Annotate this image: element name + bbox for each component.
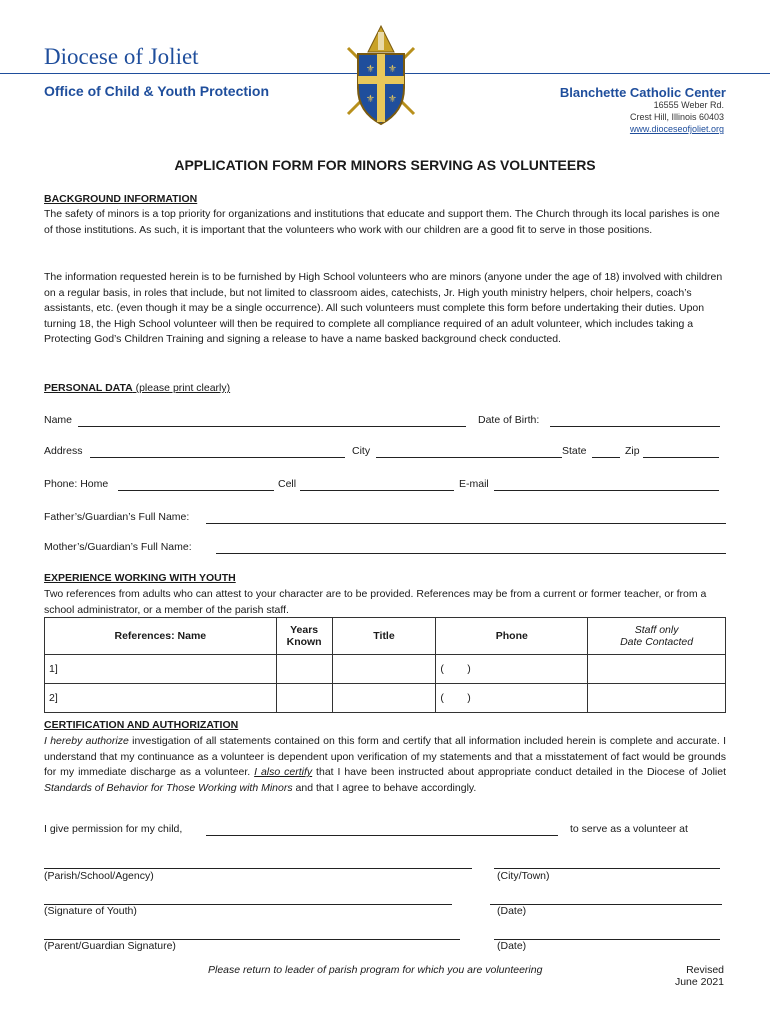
parish-label: (Parish/School/Agency): [44, 870, 154, 882]
svg-text:⚜: ⚜: [366, 94, 375, 105]
ref-2-name[interactable]: [45, 684, 277, 713]
city-town-line[interactable]: [494, 868, 720, 869]
cert-text-3: and that I agree to behave accordingly.: [292, 781, 477, 794]
revision-info: [675, 964, 724, 988]
address-line-1: 16555 Weber Rd.: [653, 100, 724, 110]
city-label: City: [352, 445, 371, 457]
address-label: Address: [44, 445, 83, 457]
address-field[interactable]: [90, 445, 345, 458]
dob-field[interactable]: [550, 414, 720, 427]
email-field[interactable]: [494, 478, 719, 491]
background-heading: BACKGROUND INFORMATION: [44, 193, 198, 205]
experience-para: Two references from adults who can attest to your character are to be provided. References may be from a current or former teacher, or from a school administrator, or a member of the parish staff.: [44, 588, 707, 616]
ref-1-staff[interactable]: [588, 655, 726, 684]
ref-row-number: 1]: [49, 663, 58, 675]
personal-heading-note: (please print clearly): [132, 382, 231, 394]
org-title: Diocese of Joliet: [44, 44, 199, 69]
state-field[interactable]: [592, 445, 620, 458]
standards-title: Standards of Behavior for Those Working with Minors: [44, 781, 293, 794]
office-name: Office of Child & Youth Protection: [44, 83, 270, 99]
parish-line[interactable]: [44, 868, 472, 869]
background-para-1: The safety of minors is a top priority for organizations and institutions that educate and support them. The Church through its local parishes is one of those institutions. As such, it is important that the volunteers who work with our children are a good fit to serve in those positions.: [44, 208, 720, 236]
city-town-label: (City/Town): [497, 870, 550, 882]
experience-heading: EXPERIENCE WORKING WITH YOUTH: [44, 572, 236, 584]
phone-area-code: ( ): [440, 692, 471, 704]
ref-row-number: 2]: [49, 692, 58, 704]
serve-label: to serve as a volunteer at: [570, 823, 688, 835]
parent-signature-label: (Parent/Guardian Signature): [44, 940, 176, 952]
table-row: [45, 655, 726, 684]
cell-label: Cell: [278, 478, 297, 490]
phone-home-label: Phone: Home: [44, 478, 109, 490]
col-name-header: References: Name: [45, 618, 277, 655]
email-label: E-mail: [459, 478, 489, 490]
table-row: [45, 684, 726, 713]
revised-label: Revised: [686, 964, 724, 976]
mother-field[interactable]: [216, 541, 726, 554]
dob-label: Date of Birth:: [478, 414, 540, 426]
col-phone-header: Phone: [436, 618, 588, 655]
father-label: Father’s/Guardian’s Full Name:: [44, 511, 190, 523]
ref-1-years[interactable]: [276, 655, 332, 684]
cert-text-2: that I have been instructed about appropriate conduct detailed in the Diocese of Joliet: [312, 766, 726, 778]
permission-label: I give permission for my child,: [44, 823, 183, 835]
ref-2-title[interactable]: [332, 684, 436, 713]
zip-field[interactable]: [643, 445, 719, 458]
ref-1-phone[interactable]: [436, 655, 588, 684]
state-label: State: [562, 445, 587, 457]
diocesan-coat-of-arms-icon: [340, 22, 422, 130]
name-field[interactable]: [78, 414, 466, 427]
name-label: Name: [44, 414, 73, 426]
date-2-label: (Date): [497, 940, 527, 952]
ref-2-staff[interactable]: [588, 684, 726, 713]
mother-label: Mother’s/Guardian’s Full Name:: [44, 541, 192, 553]
ref-2-years[interactable]: [276, 684, 332, 713]
svg-text:⚜: ⚜: [388, 94, 397, 105]
personal-heading: [44, 382, 230, 394]
website-link[interactable]: www.dioceseofjoliet.org: [629, 124, 724, 134]
child-name-field[interactable]: [206, 823, 558, 836]
city-field[interactable]: [376, 445, 562, 458]
references-table: [44, 617, 726, 713]
col-staff-line2: Date Contacted: [620, 636, 694, 648]
certification-heading: CERTIFICATION AND AUTHORIZATION: [44, 719, 239, 731]
col-years-header: Years Known: [276, 618, 332, 655]
ref-1-title[interactable]: [332, 655, 436, 684]
svg-text:⚜: ⚜: [366, 64, 375, 75]
authorize-lead: I hereby authorize: [44, 735, 129, 747]
address-line-2: Crest Hill, Illinois 60403: [629, 112, 724, 122]
center-name: Blanchette Catholic Center: [559, 85, 726, 100]
col-title-header: Title: [332, 618, 436, 655]
youth-signature-label: (Signature of Youth): [44, 905, 137, 917]
ref-1-name[interactable]: [45, 655, 277, 684]
cert-text-1: investigation of all statements contained on this form and certify that all information included herein is complete and accurate. I understand that my continuance as a volunteer is dependent upon verification of my statements and that a misstatement of fact would be grounds for my immediate discharge as a volunteer.: [44, 735, 726, 778]
personal-heading-label: PERSONAL DATA: [44, 382, 133, 394]
form-title: APPLICATION FORM FOR MINORS SERVING AS VOLUNTEERS: [174, 157, 596, 173]
svg-text:⚜: ⚜: [388, 64, 397, 75]
certification-para: [44, 734, 726, 796]
references-header-row: [45, 618, 726, 655]
date-1-label: (Date): [497, 905, 527, 917]
return-note: Please return to leader of parish program for which you are volunteering: [208, 964, 543, 976]
col-staff-header: [588, 618, 726, 655]
revised-date: June 2021: [674, 976, 724, 988]
father-field[interactable]: [206, 511, 726, 524]
cell-field[interactable]: [300, 478, 454, 491]
also-certify: I also certify: [254, 766, 313, 778]
date-2-line[interactable]: [494, 939, 720, 940]
ref-2-phone[interactable]: [436, 684, 588, 713]
background-para-2: The information requested herein is to be furnished by High School volunteers who are minors (anyone under the age of 18) involved with children on a regular basis, in roles that include, but not limited to classroom aides, catechists, Jr. High youth ministry helpers, choir helpers, coach’s assistants, etc. (even though it may be a single occurrence). All such volunteers must complete this form before undertaking their duties. Upon turning 18, the High School volunteer will then be required to complete all compliance required of an adult volunteer, which includes taking a Protecting God’s Children Training and signing a release to have a name basked background check conducted.: [44, 271, 723, 345]
col-staff-line1: Staff only: [634, 624, 679, 636]
zip-label: Zip: [625, 445, 640, 457]
phone-home-field[interactable]: [118, 478, 274, 491]
phone-area-code: ( ): [440, 663, 471, 675]
